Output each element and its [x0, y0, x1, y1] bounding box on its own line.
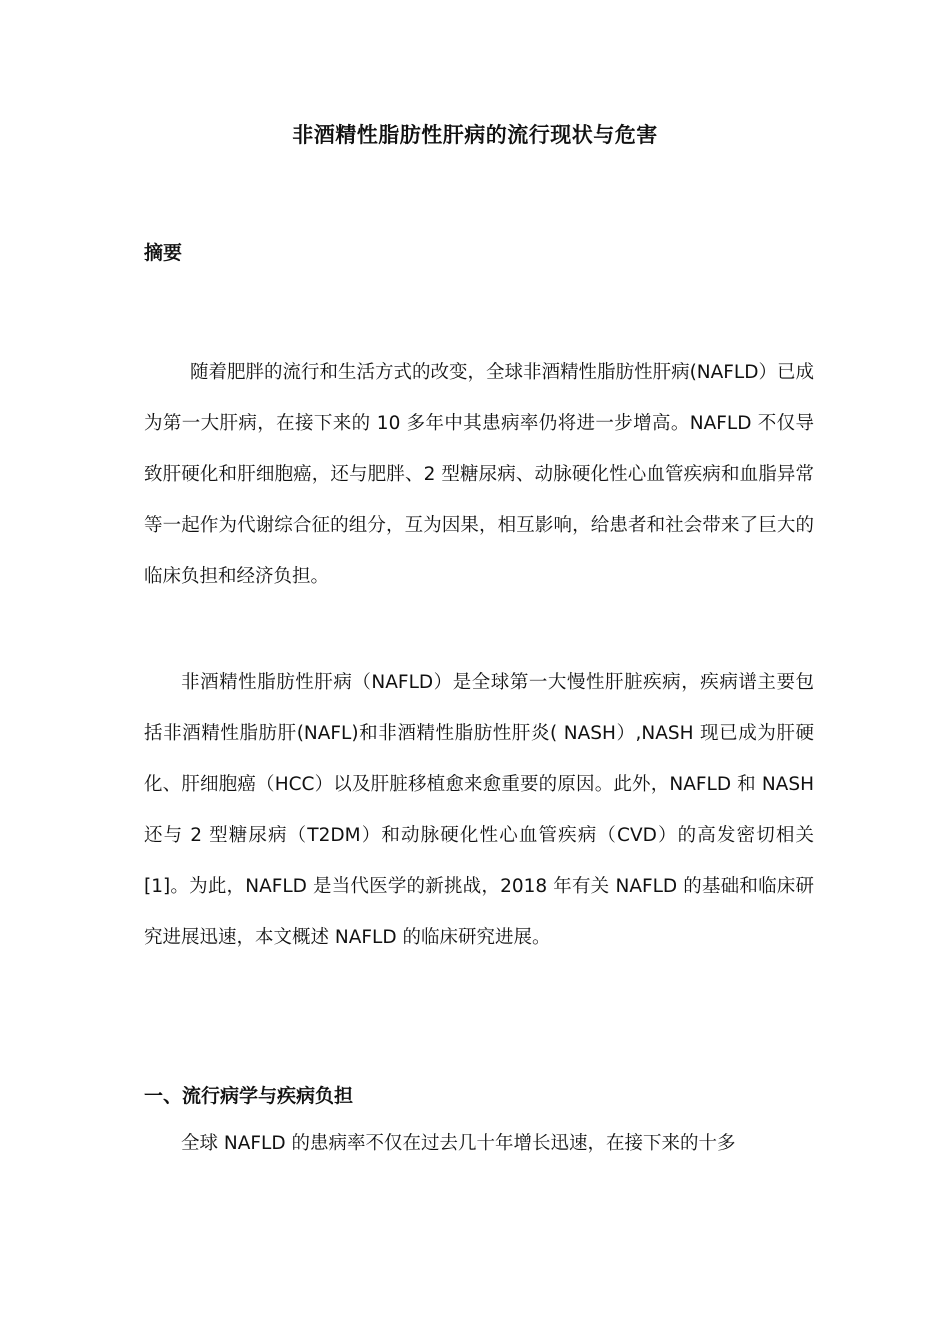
- abstract-heading: 摘要: [144, 242, 183, 264]
- section-heading-epidemiology: 一、流行病学与疾病负担: [144, 1085, 354, 1107]
- abstract-paragraph-2: 非酒精性脂肪性肝病（NAFLD）是全球第一大慢性肝脏疾病，疾病谱主要包括非酒精性脂肪肝(NAFL)和非酒精性脂肪性肝炎( NASH）,NASH 现已成为肝硬化、肝细胞癌（HCC）以及肝脏移植愈来愈重要的原因。此外，NAFLD 和 NASH 还与 2 型糖尿病（T2DM）和动脉硬化性心血管疾病（CVD）的高发密切相关[1]。为此，NAFLD 是当代医学的新挑战，2018 年有关 NAFLD 的基础和临床研究进展迅速，本文概述 NAFLD 的临床研究进展。: [144, 672, 814, 948]
- section-paragraph-epidemiology: 全球 NAFLD 的患病率不仅在过去几十年增长迅速，在接下来的十多: [181, 1133, 736, 1154]
- document-title: 非酒精性脂肪性肝病的流行现状与危害: [292, 123, 658, 148]
- abstract-paragraph-1: 随着肥胖的流行和生活方式的改变，全球非酒精性脂肪性肝病(NAFLD）已成为第一大肝病，在接下来的 10 多年中其患病率仍将进一步增高。NAFLD 不仅导致肝硬化和肝细胞癌，还与肥胖、2 型糖尿病、动脉硬化性心血管疾病和血脂异常等一起作为代谢综合征的组分，互为因果，相互影响，给患者和社会带来了巨大的临床负担和经济负担。: [144, 362, 814, 587]
